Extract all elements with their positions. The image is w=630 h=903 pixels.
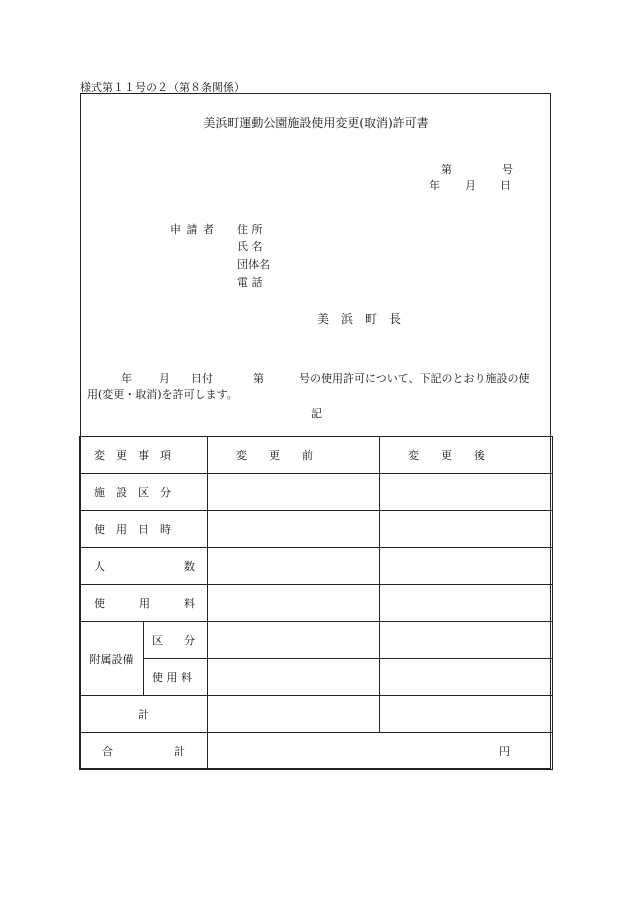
table-row <box>80 548 553 585</box>
equipment-kubun-after-cell[interactable] <box>380 622 553 659</box>
header-after: 変 更 後 <box>380 437 553 474</box>
people-char-2: 数 <box>184 560 195 573</box>
table-row <box>80 733 553 770</box>
change-details-table <box>79 436 552 770</box>
people-after-cell[interactable] <box>380 548 553 585</box>
people-char-1: 人 <box>94 560 105 573</box>
row-datetime-label: 使 用 日 時 <box>80 511 208 548</box>
total-amount-cell[interactable] <box>208 733 553 770</box>
number-go: 号 <box>502 163 513 176</box>
row-subtotal-label: 計 <box>80 696 208 733</box>
body-year: 年 <box>121 372 132 385</box>
facility-before-cell[interactable] <box>208 474 380 511</box>
table-header-row <box>80 437 553 474</box>
header-before: 変 更 前 <box>208 437 380 474</box>
kubun-char-1: 区 <box>152 634 163 647</box>
fee-char-2: 用 <box>139 597 150 610</box>
table-row <box>80 659 553 696</box>
fee-after-cell[interactable] <box>380 585 553 622</box>
body-text-2: 用(変更・取消)を許可します。 <box>87 388 238 401</box>
people-before-cell[interactable] <box>208 548 380 585</box>
date-month: 月 <box>465 179 476 192</box>
document-title: 美浜町運動公園施設使用変更(取消)許可書 <box>203 116 429 130</box>
issuer-mayor: 美 浜 町 長 <box>317 312 402 326</box>
table-row <box>80 585 553 622</box>
body-dai: 第 <box>253 372 264 385</box>
row-facility-label: 施 設 区 分 <box>80 474 208 511</box>
table-row <box>80 622 553 659</box>
number-dai: 第 <box>441 163 452 176</box>
datetime-before-cell[interactable] <box>208 511 380 548</box>
equipment-kubun-before-cell[interactable] <box>208 622 380 659</box>
body-text-1: 号の使用許可について、下記のとおり施設の使 <box>299 372 530 385</box>
yen-unit: 円 <box>499 745 510 758</box>
applicant-name: 氏 名 <box>237 240 263 253</box>
equipment-fee-before-cell[interactable] <box>208 659 380 696</box>
date-year: 年 <box>429 179 440 192</box>
total-char-1: 合 <box>102 745 113 758</box>
table-row <box>80 474 553 511</box>
equipment-fee-label: 使 用 料 <box>144 659 208 696</box>
equipment-fee-after-cell[interactable] <box>380 659 553 696</box>
body-hizuke: 日付 <box>191 372 213 385</box>
fee-before-cell[interactable] <box>208 585 380 622</box>
table-row <box>80 511 553 548</box>
form-number-label: 様式第１１号の２（第８条関係） <box>80 81 245 94</box>
applicant-group: 団体名 <box>237 258 270 271</box>
body-ki: 記 <box>311 407 322 420</box>
total-char-2: 計 <box>174 745 185 758</box>
subtotal-before-cell[interactable] <box>208 696 380 733</box>
applicant-address: 住 所 <box>237 223 263 236</box>
date-day: 日 <box>500 179 511 192</box>
applicant-label: 申 請 者 <box>170 223 215 236</box>
row-equipment-label: 附属設備 <box>80 622 144 696</box>
table-row <box>80 696 553 733</box>
row-total-label <box>80 733 208 770</box>
equipment-kubun-label <box>144 622 208 659</box>
facility-after-cell[interactable] <box>380 474 553 511</box>
datetime-after-cell[interactable] <box>380 511 553 548</box>
applicant-phone: 電 話 <box>237 276 263 289</box>
fee-char-3: 料 <box>184 597 195 610</box>
body-month: 月 <box>159 372 170 385</box>
row-people-label <box>80 548 208 585</box>
fee-char-1: 使 <box>94 597 105 610</box>
row-fee-label <box>80 585 208 622</box>
header-item: 変 更 事 項 <box>80 437 208 474</box>
kubun-char-2: 分 <box>184 634 195 647</box>
subtotal-after-cell[interactable] <box>380 696 553 733</box>
